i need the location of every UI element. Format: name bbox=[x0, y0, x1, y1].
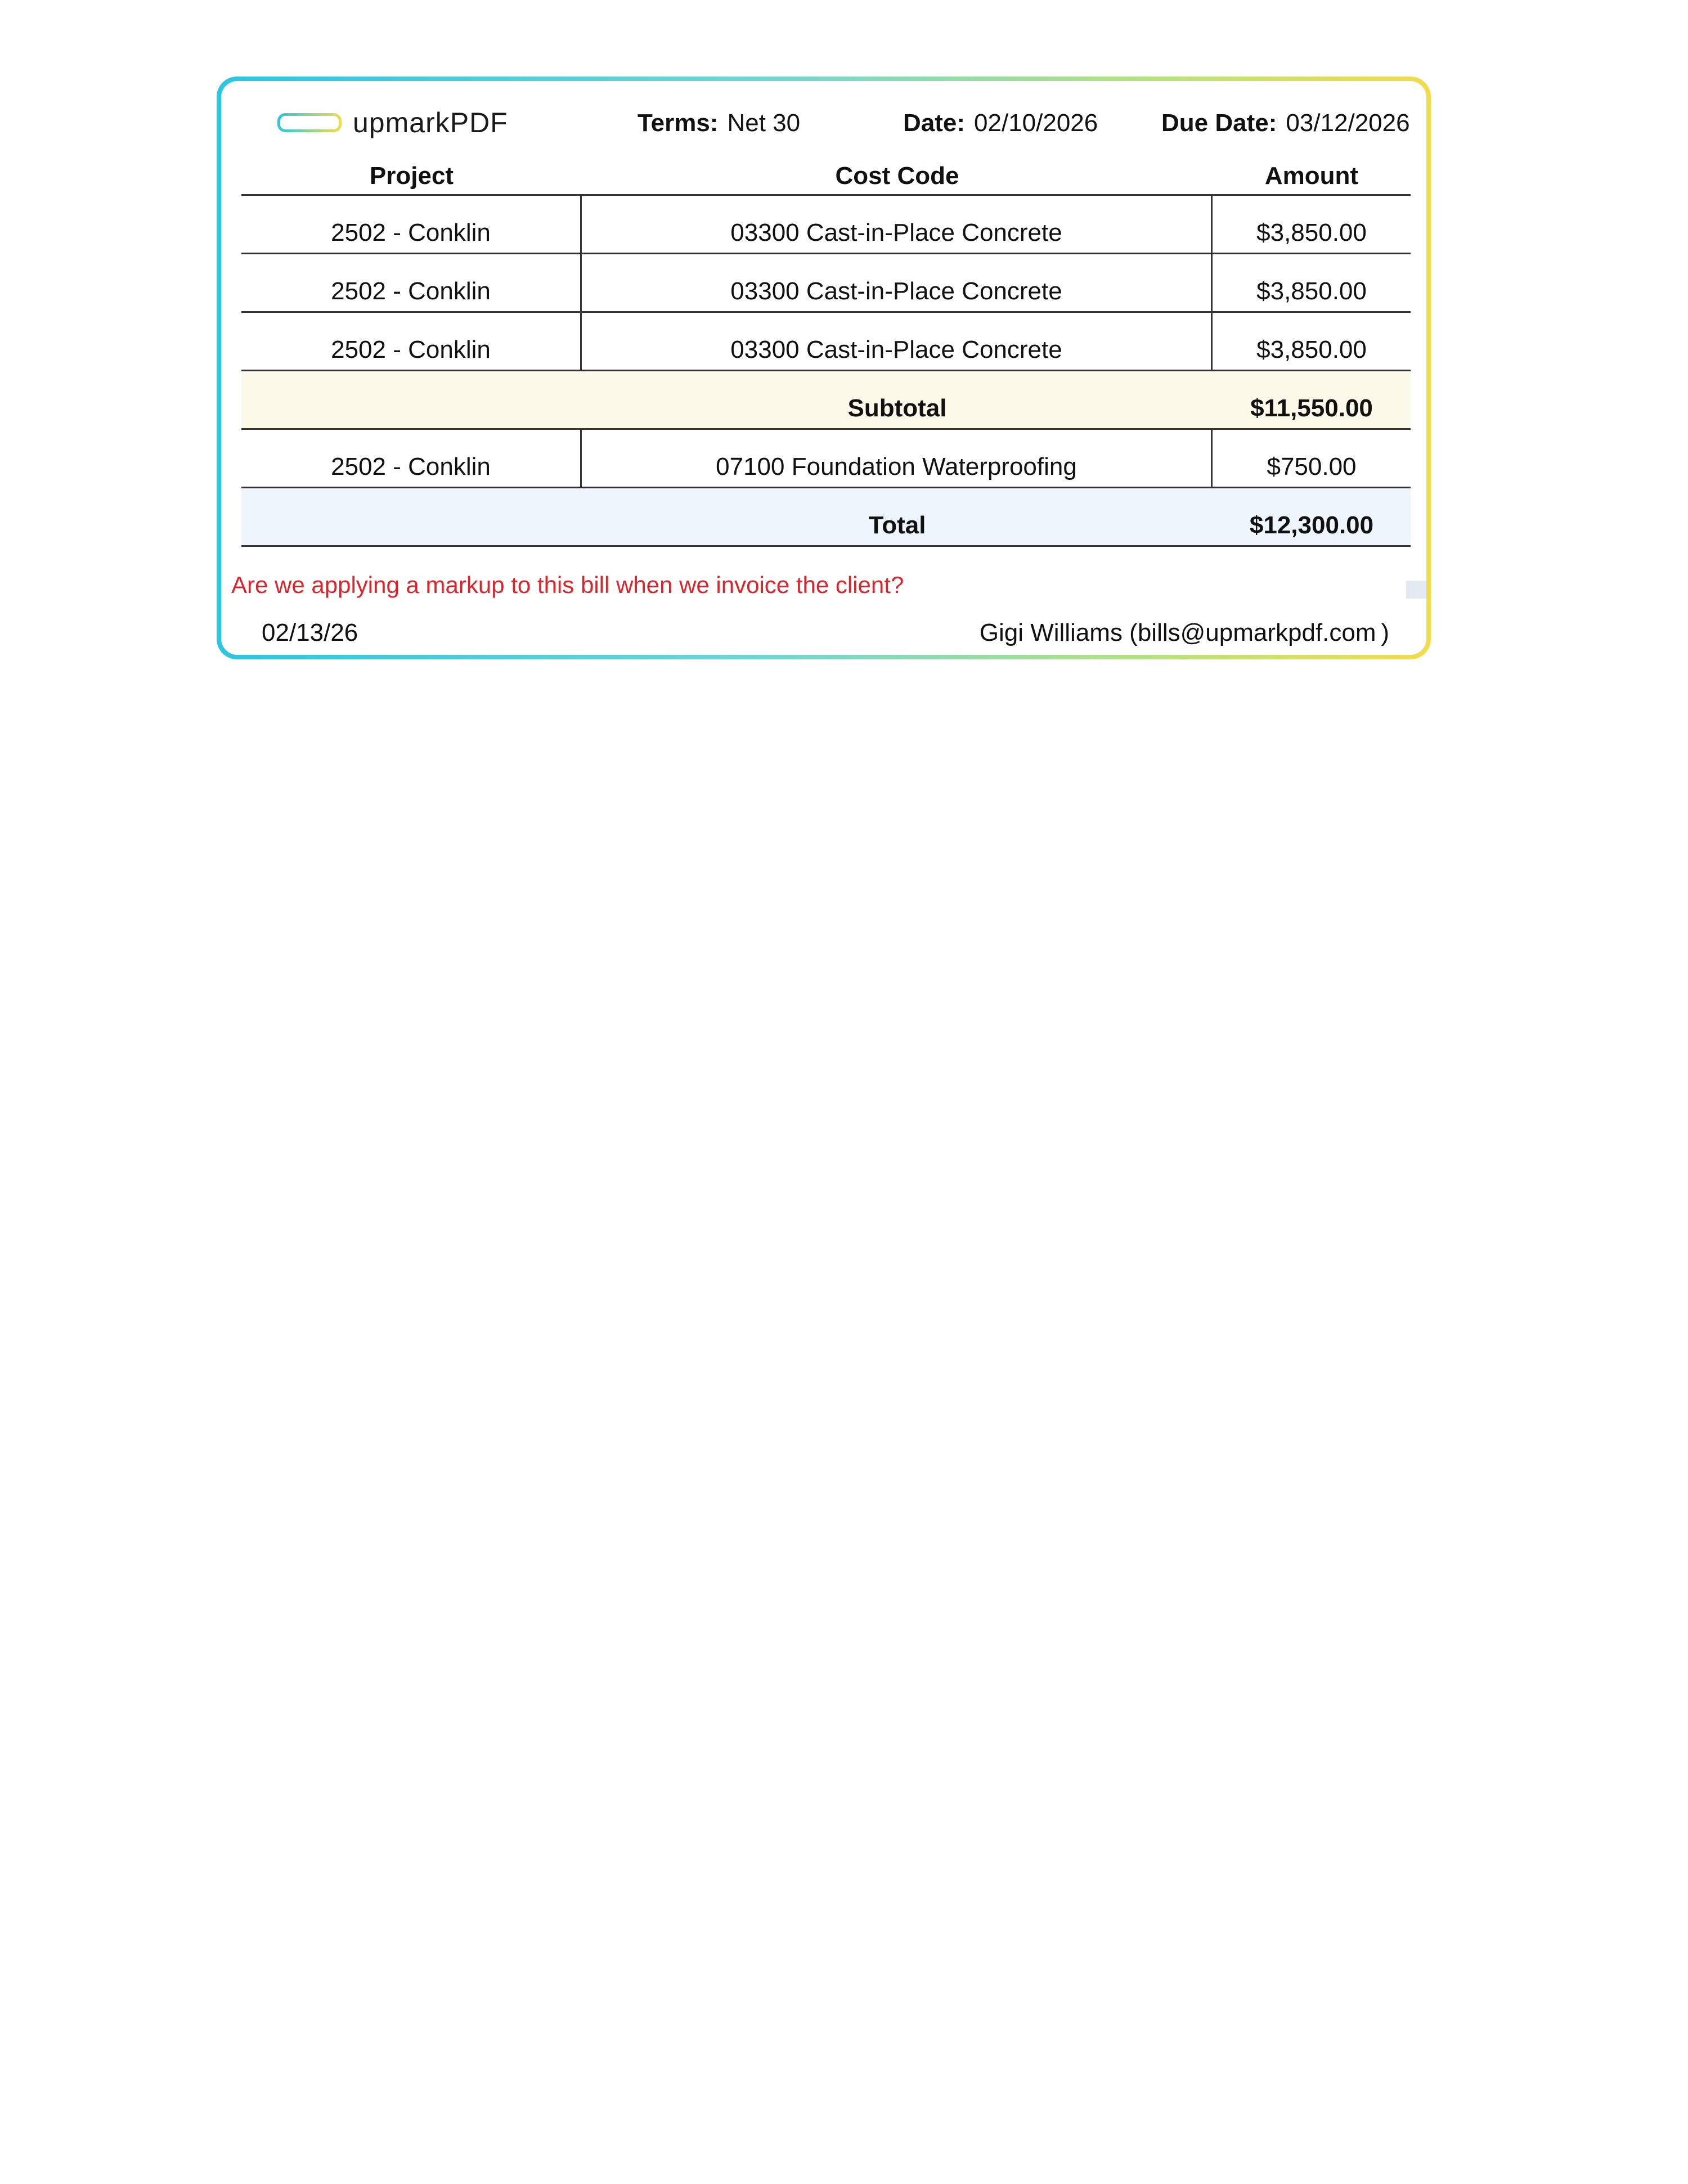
subtotal-amount: $11,550.00 bbox=[1250, 394, 1373, 422]
due-date-value: 03/12/2026 bbox=[1286, 109, 1410, 137]
logo-pill-icon bbox=[277, 113, 342, 132]
project-cell: 2502 - Conklin bbox=[241, 313, 582, 370]
markup-question-note: Are we applying a markup to this bill when we invoice the client? bbox=[231, 572, 904, 598]
cost-code-cell: 03300 Cast-in-Place Concrete bbox=[582, 313, 1213, 370]
amount-cell: $3,850.00 bbox=[1256, 277, 1367, 305]
date-label: Date: bbox=[903, 109, 966, 137]
terms-label: Terms: bbox=[638, 109, 719, 137]
subtotal-row bbox=[241, 371, 1411, 430]
project-cell: 2502 - Conklin bbox=[241, 196, 582, 253]
table-row bbox=[241, 430, 1411, 488]
terms-value: Net 30 bbox=[727, 109, 801, 137]
date-value: 02/10/2026 bbox=[974, 109, 1098, 137]
cost-code-cell: 03300 Cast-in-Place Concrete bbox=[582, 196, 1213, 253]
column-header-project: Project bbox=[369, 162, 454, 190]
subtotal-spacer bbox=[241, 371, 582, 428]
total-label: Total bbox=[868, 511, 926, 539]
cost-table bbox=[241, 162, 1411, 547]
date-field bbox=[903, 109, 1098, 137]
bill-header bbox=[221, 81, 1426, 160]
logo bbox=[277, 106, 508, 140]
column-header-amount: Amount bbox=[1264, 162, 1359, 190]
resize-handle[interactable] bbox=[1406, 581, 1426, 599]
cost-code-cell: 07100 Foundation Waterproofing bbox=[582, 430, 1213, 487]
cost-code-cell: 03300 Cast-in-Place Concrete bbox=[582, 254, 1213, 311]
table-row bbox=[241, 254, 1411, 313]
bill-card-body bbox=[221, 81, 1426, 655]
amount-cell: $3,850.00 bbox=[1256, 336, 1367, 363]
amount-cell: $750.00 bbox=[1267, 453, 1357, 480]
logo-text: upmarkPDF bbox=[353, 107, 508, 138]
total-spacer bbox=[241, 488, 582, 545]
table-row bbox=[241, 313, 1411, 371]
terms-field bbox=[638, 109, 800, 137]
total-row bbox=[241, 488, 1411, 547]
table-row bbox=[241, 196, 1411, 254]
footer-user: Gigi Williams (bills@upmarkpdf.com ) bbox=[979, 619, 1389, 646]
amount-cell: $3,850.00 bbox=[1256, 219, 1367, 246]
table-header-row bbox=[241, 162, 1411, 196]
bill-card bbox=[217, 77, 1431, 659]
project-cell: 2502 - Conklin bbox=[241, 430, 582, 487]
total-amount: $12,300.00 bbox=[1249, 511, 1374, 539]
subtotal-label: Subtotal bbox=[847, 394, 947, 422]
due-date-field bbox=[1161, 109, 1410, 137]
column-header-cost-code: Cost Code bbox=[835, 162, 959, 190]
footer-date: 02/13/26 bbox=[262, 619, 358, 646]
due-date-label: Due Date: bbox=[1161, 109, 1277, 137]
project-cell: 2502 - Conklin bbox=[241, 254, 582, 311]
